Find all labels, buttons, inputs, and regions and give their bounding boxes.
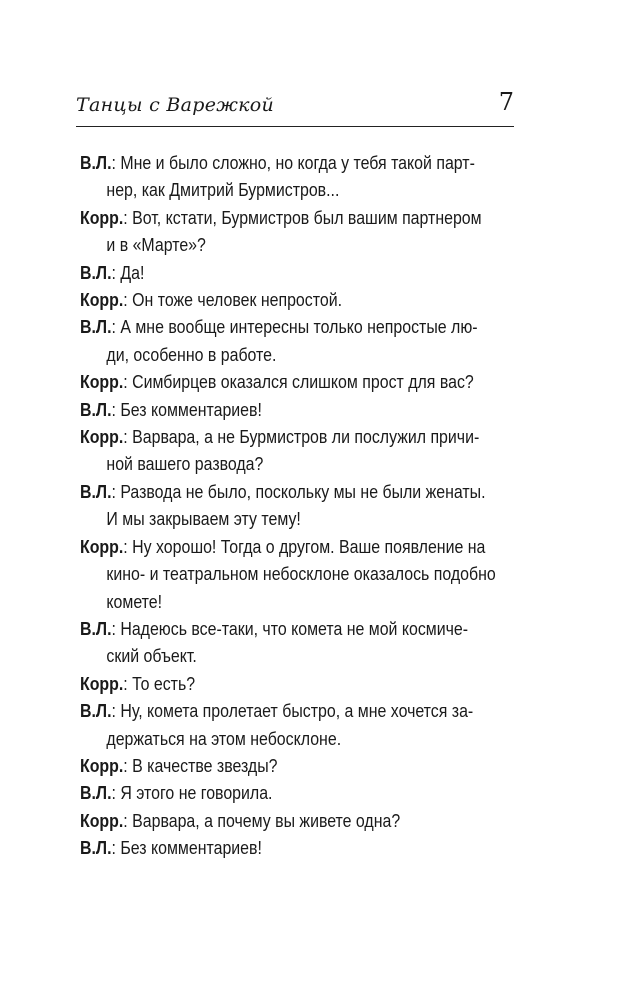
line-text: Я этого не говорила. [120, 782, 273, 804]
dialogue-paragraph [80, 779, 520, 806]
dialogue-paragraph [80, 149, 520, 204]
speaker-label: Корр. [80, 206, 124, 228]
speaker-label: В.Л. [80, 398, 112, 420]
speaker-label: Корр. [80, 754, 124, 776]
text-line [80, 149, 520, 176]
text-line [80, 697, 520, 724]
speaker-label: В.Л. [80, 152, 112, 173]
speaker-separator: : [111, 152, 121, 173]
dialogue-paragraph [80, 423, 520, 478]
speaker-label: В.Л. [80, 316, 112, 338]
line-text: Вот, кстати, Бурмистров был вашим партнером [132, 206, 482, 228]
book-title: Танцы с Варежкой [76, 94, 275, 116]
speaker-separator: : [111, 782, 121, 804]
speaker-label: Корр. [80, 809, 124, 831]
text-line [80, 450, 520, 477]
text-line [80, 807, 520, 834]
line-text: И мы закрываем эту тему! [106, 508, 301, 530]
speaker-label: Корр. [80, 426, 124, 448]
speaker-label: В.Л. [80, 617, 112, 639]
text-line [80, 752, 520, 779]
dialogue-paragraph [80, 533, 520, 615]
speaker-label: В.Л. [80, 837, 112, 859]
speaker-label: В.Л. [80, 480, 112, 502]
line-text: держаться на этом небосклоне. [106, 727, 342, 749]
dialogue-paragraph [80, 615, 520, 670]
text-line [80, 560, 520, 587]
line-text: Симбирцев оказался слишком прост для вас? [132, 371, 474, 393]
dialogue-paragraph [80, 478, 520, 533]
line-text: и в «Марте»? [106, 234, 206, 256]
text-line [80, 286, 520, 313]
line-text: Ну, комета пролетает быстро, а мне хочется за- [120, 700, 474, 722]
line-text: ский объект. [106, 645, 197, 667]
dialogue-paragraph [80, 368, 520, 395]
text-line [80, 725, 520, 752]
text-line [80, 505, 520, 532]
line-text: комете! [106, 590, 163, 612]
text-line [80, 176, 520, 203]
line-text: Развода не было, поскольку мы не были женаты. [120, 480, 486, 502]
text-line [80, 670, 520, 697]
dialogue-paragraph [80, 834, 520, 861]
speaker-separator: : [111, 261, 121, 283]
line-text: ной вашего развода? [106, 453, 264, 475]
line-text: Он тоже человек непростой. [132, 289, 343, 311]
speaker-label: Корр. [80, 672, 124, 694]
speaker-separator: : [123, 426, 133, 448]
text-line [80, 588, 520, 615]
dialogue-paragraph [80, 807, 520, 834]
dialogue-paragraph [80, 259, 520, 286]
text-line [80, 313, 520, 340]
line-text: ди, особенно в работе. [106, 343, 277, 365]
dialogue-paragraph [80, 752, 520, 779]
speaker-label: В.Л. [80, 782, 112, 804]
text-line [80, 834, 520, 861]
speaker-separator: : [123, 206, 133, 228]
line-text: кино- и театральном небосклоне оказалось подобно [106, 563, 496, 585]
speaker-separator: : [123, 809, 133, 831]
speaker-separator: : [123, 672, 133, 694]
dialogue-paragraph [80, 286, 520, 313]
text-line [80, 615, 520, 642]
speaker-separator: : [123, 371, 133, 393]
speaker-label: Корр. [80, 535, 124, 557]
speaker-separator: : [111, 398, 121, 420]
line-text: То есть? [132, 672, 196, 694]
text-line [80, 231, 520, 258]
text-line [80, 779, 520, 806]
line-text: Да! [120, 261, 145, 283]
dialogue-paragraph [80, 670, 520, 697]
speaker-separator: : [111, 837, 121, 859]
text-line [80, 341, 520, 368]
line-text: В качестве звезды? [132, 754, 278, 776]
line-text: Надеюсь все-таки, что комета не мой космиче- [120, 617, 469, 639]
line-text: нер, как Дмитрий Бурмистров... [106, 179, 340, 201]
dialogue-paragraph [80, 204, 520, 259]
running-header [76, 88, 514, 127]
speaker-separator: : [123, 289, 133, 311]
dialogue-paragraph [80, 396, 520, 423]
line-text: А мне вообще интересны только непростые лю- [120, 316, 478, 338]
line-text: Варвара, а почему вы живете одна? [132, 809, 401, 831]
line-text: Без комментариев! [120, 398, 262, 420]
speaker-separator: : [111, 617, 121, 639]
interview-text [80, 149, 520, 862]
dialogue-paragraph [80, 697, 520, 752]
speaker-label: Корр. [80, 289, 124, 311]
page-number: 7 [498, 88, 514, 116]
speaker-separator: : [123, 535, 133, 557]
speaker-label: В.Л. [80, 700, 112, 722]
line-text: Ну хорошо! Тогда о другом. Ваше появление на [132, 535, 486, 557]
text-line [80, 368, 520, 395]
speaker-separator: : [123, 754, 133, 776]
speaker-label: Корр. [80, 371, 124, 393]
line-text: Мне и было сложно, но когда у тебя такой парт- [120, 152, 475, 173]
speaker-separator: : [111, 700, 121, 722]
line-text: Без комментариев! [120, 837, 262, 859]
text-line [80, 259, 520, 286]
text-line [80, 533, 520, 560]
speaker-separator: : [111, 316, 121, 338]
speaker-label: В.Л. [80, 261, 112, 283]
speaker-separator: : [111, 480, 121, 502]
dialogue-paragraph [80, 313, 520, 368]
text-line [80, 642, 520, 669]
text-line [80, 423, 520, 450]
text-line [80, 204, 520, 231]
text-line [80, 478, 520, 505]
line-text: Варвара, а не Бурмистров ли послужил причи- [132, 426, 480, 448]
text-line [80, 396, 520, 423]
